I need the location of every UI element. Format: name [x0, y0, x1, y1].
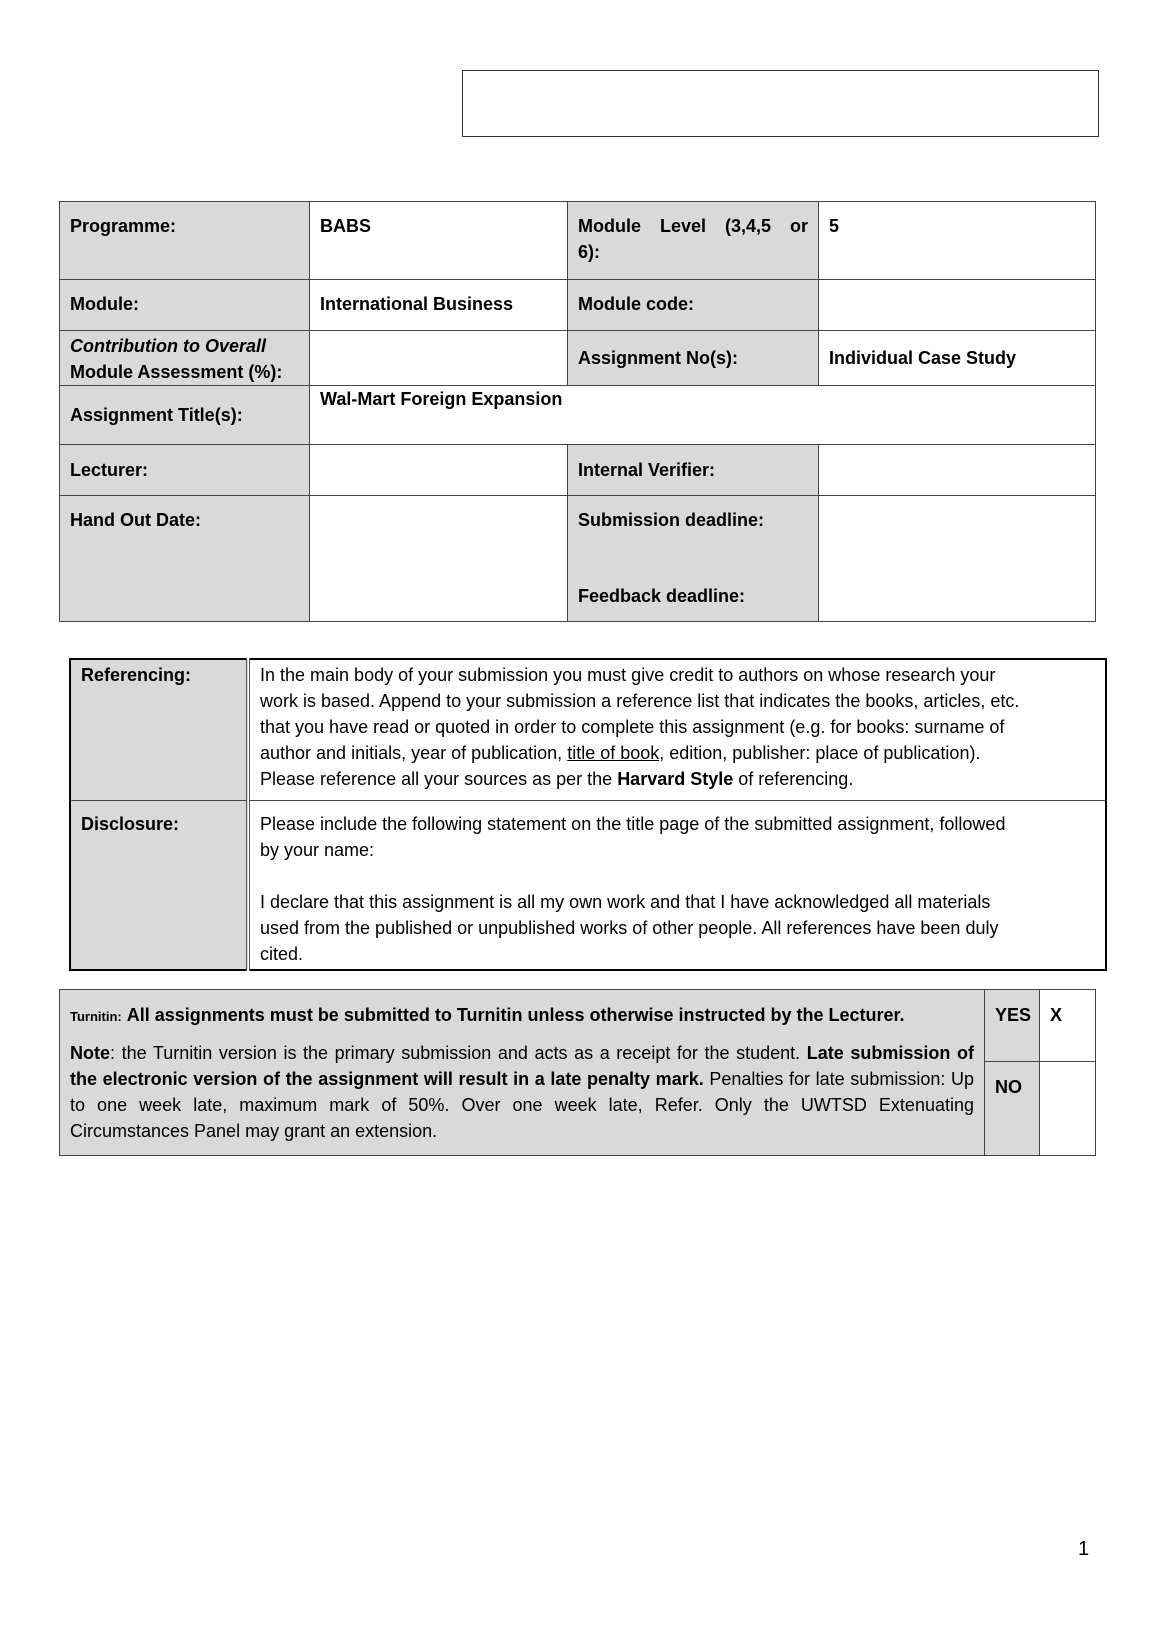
- referencing-table: [69, 658, 1107, 971]
- disclosure-text: Please include the following statement on the title page of the submitted assignment, followed by your name: I declare that this assignment is all my own work and that I have acknowledged all materials used from the published or unpublished works of other people. All references have been duly cited.: [248, 801, 1106, 971]
- referencing-label: Referencing:: [70, 659, 248, 801]
- lecturer-label: Lecturer:: [60, 445, 310, 496]
- lecturer-value: [310, 445, 568, 496]
- module-level-value: 5: [819, 202, 1096, 280]
- yes-label: YES: [985, 990, 1040, 1062]
- internal-verifier-value: [819, 445, 1096, 496]
- module-label: Module:: [60, 280, 310, 331]
- table-row: [60, 990, 1096, 1062]
- hand-out-value: [310, 496, 568, 622]
- disclosure-label: Disclosure:: [70, 801, 248, 971]
- table-row: [60, 202, 1096, 280]
- page-number: 1: [1078, 1538, 1090, 1560]
- module-value: International Business: [310, 280, 568, 331]
- assignment-info-table: [59, 201, 1096, 622]
- assignment-title-label: Assignment Title(s):: [60, 386, 310, 445]
- programme-value: BABS: [310, 202, 568, 280]
- hand-out-label: Hand Out Date:: [60, 496, 310, 622]
- contribution-value: [310, 331, 568, 386]
- turnitin-instructions: [60, 990, 985, 1156]
- header-blank-box: [462, 70, 1099, 137]
- table-row: [70, 801, 1106, 971]
- deadlines-label: [568, 496, 819, 622]
- table-row: [70, 659, 1106, 801]
- deadlines-value: [819, 496, 1096, 622]
- turnitin-note: Note: the Turnitin version is the primary submission and acts as a receipt for the student. Late submission of the electronic version of the assignment will result in a late penalty mark. Penalties for late submission: Up to one week late, maximum mark of 50%. Over one week late, Refer. Only the UWTSD Extenuating Circumstances Panel may grant an extension.: [70, 1043, 974, 1141]
- referencing-text: In the main body of your submission you must give credit to authors on whose research your work is based. Append to your submission a reference list that indicates the books, articles, etc. that you have read or quoted in order to complete this assignment (e.g. for books: surname of author and initials, year of publication, title of book, edition, publisher: place of publication). Please reference all your sources as per the Harvard Style of referencing.: [248, 659, 1106, 801]
- contribution-label: Contribution to Overall Module Assessment (%):: [60, 331, 310, 386]
- no-label: NO: [985, 1062, 1040, 1156]
- table-row: [60, 280, 1096, 331]
- assignment-no-value: Individual Case Study: [819, 331, 1096, 386]
- turnitin-small-label: Turnitin:: [70, 1009, 122, 1024]
- submission-deadline-label: Submission deadline:: [578, 510, 765, 530]
- turnitin-table: [59, 989, 1096, 1156]
- assignment-title-value: Wal-Mart Foreign Expansion: [310, 386, 1096, 445]
- assignment-no-label: Assignment No(s):: [568, 331, 819, 386]
- table-row: [60, 445, 1096, 496]
- table-row: [60, 331, 1096, 386]
- internal-verifier-label: Internal Verifier:: [568, 445, 819, 496]
- programme-label: Programme:: [60, 202, 310, 280]
- module-code-value: [819, 280, 1096, 331]
- turnitin-headline: All assignments must be submitted to Turnitin unless otherwise instructed by the Lecturer.: [126, 1005, 905, 1025]
- module-code-label: Module code:: [568, 280, 819, 331]
- module-level-label: Module Level (3,4,5 or 6):: [568, 202, 819, 280]
- yes-value: X: [1040, 990, 1096, 1062]
- table-row: [60, 386, 1096, 445]
- no-value: [1040, 1062, 1096, 1156]
- feedback-deadline-label: Feedback deadline:: [578, 586, 746, 606]
- table-row: [60, 496, 1096, 622]
